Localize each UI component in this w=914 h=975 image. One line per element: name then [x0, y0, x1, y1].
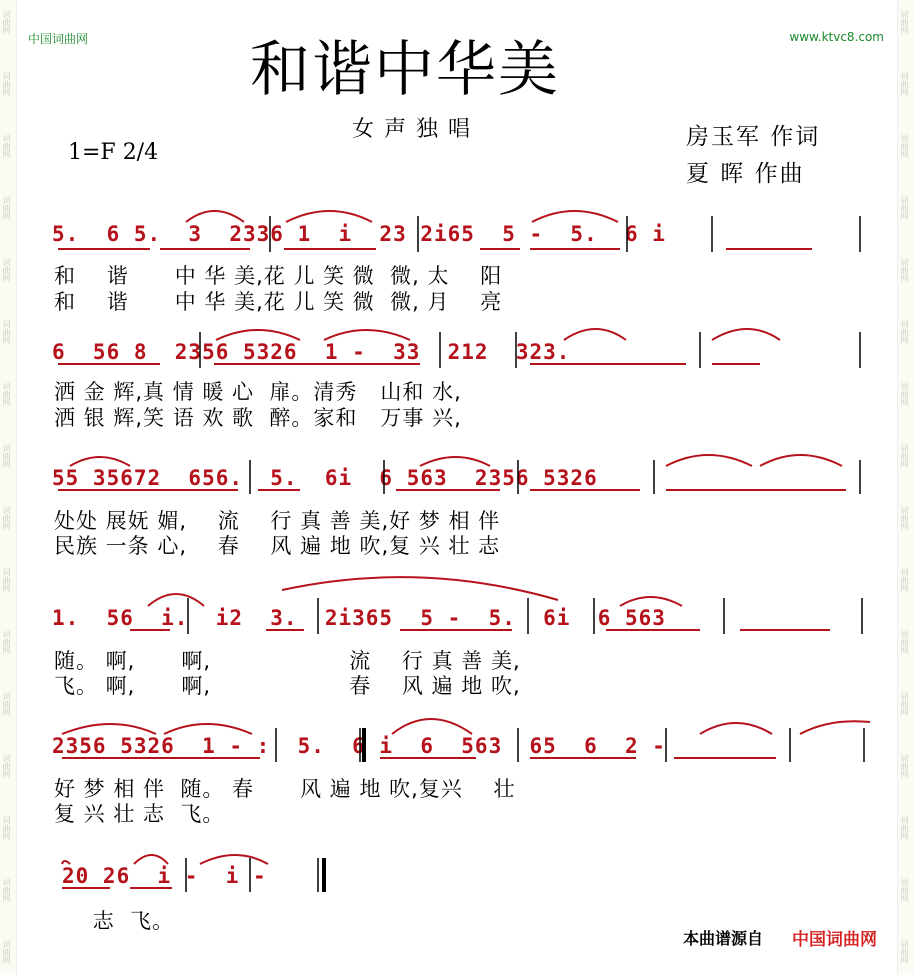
- side-watermark-text: 词曲网: [2, 134, 11, 158]
- key-signature: 1=F 2/4: [68, 140, 159, 165]
- side-watermark-text: 词曲网: [900, 196, 909, 220]
- performance-type: 女声独唱: [352, 117, 481, 142]
- side-watermark-text: 词曲网: [2, 196, 11, 220]
- side-watermark-text: 词曲网: [2, 10, 11, 34]
- lyrics-line-3-verse-2: 民族 一条 心, 春 风 遍 地 吹,复 兴 壮 志: [54, 534, 501, 558]
- side-watermark-text: 词曲网: [900, 134, 909, 158]
- side-watermark-text: 词曲网: [900, 940, 909, 964]
- side-watermark-text: 词曲网: [2, 72, 11, 96]
- side-watermark-text: 词曲网: [2, 444, 11, 468]
- lyrics-line-5-verse-2: 复 兴 壮 志 飞。: [54, 802, 225, 826]
- footer-source-site: 中国词曲网: [792, 930, 877, 950]
- side-watermark-text: 词曲网: [900, 320, 909, 344]
- watermark-left: 中国词曲网: [28, 32, 89, 46]
- notes-line-6: 20 26 i - i -: [62, 864, 267, 888]
- notes-line-4: 1. 56 i. i2 3. 2i365 5 - 5. 6i 6 563: [52, 606, 666, 630]
- side-watermark-text: 词曲网: [900, 506, 909, 530]
- side-watermark-text: 词曲网: [2, 940, 11, 964]
- side-watermark-text: 词曲网: [2, 382, 11, 406]
- lyrics-line-4-verse-2: 飞。 啊, 啊, 春 风 遍 地 吹,: [54, 674, 521, 698]
- side-watermark-text: 词曲网: [900, 10, 909, 34]
- side-watermark-text: 词曲网: [2, 506, 11, 530]
- side-watermark-text: 词曲网: [900, 258, 909, 282]
- side-watermark-text: 词曲网: [2, 692, 11, 716]
- footer-source-label: 本曲谱源自: [683, 929, 764, 948]
- side-watermark-text: 词曲网: [900, 816, 909, 840]
- side-watermark-text: 词曲网: [900, 692, 909, 716]
- notes-line-3: 55 35672 656. 5. 6i 6 563 2356 5326: [52, 466, 598, 490]
- side-watermark-text: 词曲网: [900, 878, 909, 902]
- side-watermark-text: 词曲网: [900, 568, 909, 592]
- lyrics-line-4-verse-1: 随。 啊, 啊, 流 行 真 善 美,: [54, 649, 521, 673]
- lyrics-line-6-verse-1: 志 飞。: [62, 909, 175, 933]
- notes-line-1: 5. 6 5. 3 2336 1 i 23 2i65 5 - 5. 6 i: [52, 222, 666, 246]
- side-watermark-text: 词曲网: [900, 444, 909, 468]
- side-watermark-text: 词曲网: [2, 630, 11, 654]
- notes-line-2: 6 56 8 2356 5326 1 - 33 212 323.: [52, 340, 571, 364]
- lyrics-line-1-verse-1: 和 谐 中 华 美,花 儿 笑 微 微, 太 阳: [54, 264, 503, 288]
- lyrics-line-5-verse-1: 好 梦 相 伴 随。 春 风 遍 地 吹,复兴 壮: [54, 777, 516, 801]
- composer-credit: 夏 晖 作曲: [686, 161, 805, 187]
- side-watermark-text: 词曲网: [900, 382, 909, 406]
- song-title: 和谐中华美: [250, 35, 560, 105]
- side-watermark-text: 词曲网: [900, 72, 909, 96]
- side-watermark-text: 词曲网: [2, 258, 11, 282]
- lyrics-line-2-verse-2: 洒 银 辉,笑 语 欢 歌 醉。家和 万事 兴,: [54, 406, 462, 430]
- notes-line-5: 2356 5326 1 - : 5. 6 i 6 563 65 6 2 -: [52, 734, 666, 758]
- lyrics-line-3-verse-1: 处处 展妩 媚, 流 行 真 善 美,好 梦 相 伴: [54, 509, 501, 533]
- side-watermark-text: 词曲网: [2, 568, 11, 592]
- side-watermark-text: 词曲网: [2, 878, 11, 902]
- side-watermark-text: 词曲网: [900, 754, 909, 778]
- lyricist-credit: 房玉军 作词: [686, 124, 821, 150]
- side-watermark-text: 词曲网: [2, 816, 11, 840]
- lyrics-line-1-verse-2: 和 谐 中 华 美,花 儿 笑 微 微, 月 亮: [54, 290, 503, 314]
- lyrics-line-2-verse-1: 洒 金 辉,真 情 暖 心 扉。清秀 山和 水,: [54, 380, 462, 404]
- side-watermark-text: 词曲网: [2, 320, 11, 344]
- watermark-right: www.ktvc8.com: [789, 30, 884, 44]
- side-watermark-text: 词曲网: [900, 630, 909, 654]
- side-watermark-text: 词曲网: [2, 754, 11, 778]
